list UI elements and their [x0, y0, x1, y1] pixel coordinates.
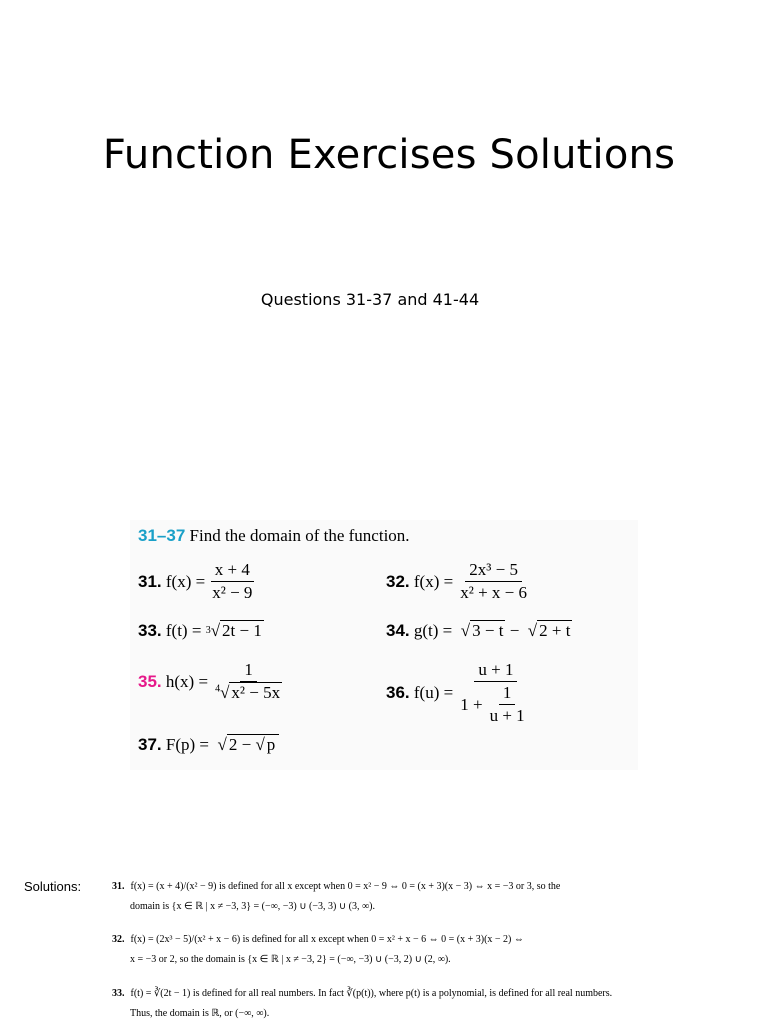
fraction: $\frac{x + 4}{\text{x² − 9}}$: [212, 560, 253, 602]
exercise-range: 31–37: [138, 526, 186, 545]
solution-33: 33. f(t) = ∛(2t − 1) is defined for all real numbers. In fact ∛(p(t)), where p(t) is a polynomial, is defined for all real numbers. Thus, the domain is ℝ, or (−∞, ∞).: [112, 988, 613, 1019]
problem-37: 37. F(p) = √ 2 − √ p: [138, 734, 279, 755]
problem-36: 36. f(u) = u + 1 1 + $\frac{1}{u + 1}$: [386, 660, 539, 726]
fraction: $\frac{\text{2x³ − 5}}{\text{x² + x − 6}}$: [460, 560, 527, 602]
fraction: $\frac{1}{^4√ x^2 - 5x}$: [215, 660, 281, 702]
solutions-label: Solutions:: [24, 879, 82, 894]
problem-32: 32. f(x) = $\frac{\text{2x³ − 5}}{\text{x² + x − 6}}$: [386, 560, 534, 603]
solution-31: 31. f(x) = (x + 4)/(x² − 9) is defined for all x except when 0 = x² − 9 ⇔ 0 = (x + 3)(x − 3) ⇔ x = −3 or 3, so the domain is {x ∈ ℝ | x ≠ −3, 3} = (−∞, −3) ∪ (−3, 3) ∪ (3, ∞).: [112, 881, 561, 912]
problem-35: 35. h(x) = $\frac{1}{^4√ x^2 - 5x}$: [138, 660, 289, 703]
page-title: Function Exercises Solutions: [102, 132, 676, 178]
problem-33: 33. f(t) = 3 √ 2t − 1: [138, 620, 262, 640]
exercise-header: [138, 526, 410, 546]
problem-31: 31. f(x) = $\frac{x + 4}{\text{x² − 9}}$: [138, 560, 259, 603]
solution-32: 32. f(x) = (2x³ − 5)/(x² + x − 6) is defined for all x except when 0 = x² + x − 6 ⇔ 0 = (x + 3)(x − 2) ⇔ x = −3 or 2, so the domain is {x ∈ ℝ | x ≠ −3, 2} = (−∞, −3) ∪ (−3, 2) ∪ (2, ∞).: [112, 934, 524, 965]
fraction: u + 1 1 + $\frac{1}{u + 1}$: [456, 660, 535, 726]
exercise-image: [130, 520, 638, 770]
exercise-instruction: Find the domain of the function.: [189, 526, 410, 545]
inner-fraction: $\frac{1}{u + 1}$: [489, 683, 525, 725]
problem-34: 34. g(t) = √ 3 − t − √ 2 + t: [386, 620, 571, 640]
page-subtitle: Questions 31-37 and 41-44: [260, 290, 480, 309]
